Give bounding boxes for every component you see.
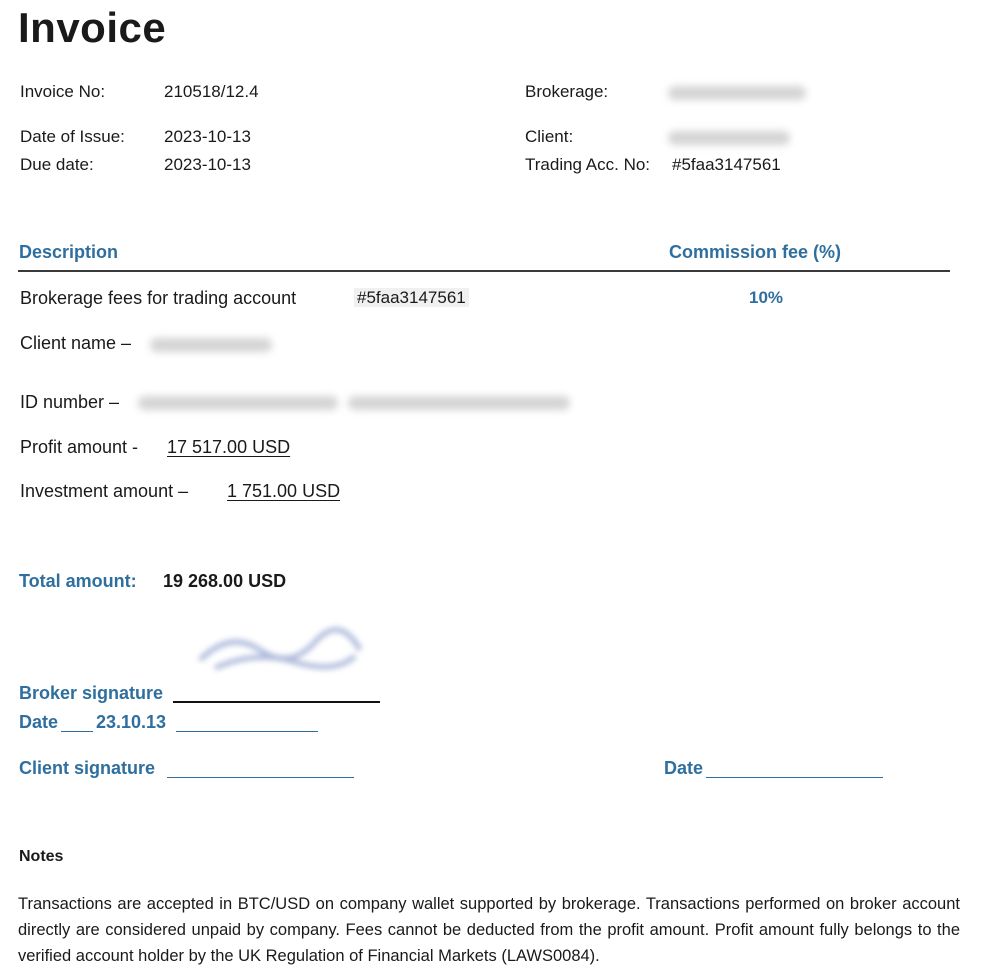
client-name-redacted: [150, 338, 272, 352]
row-fee: 10%: [749, 288, 784, 307]
description-header: Description: [19, 242, 119, 262]
notes-text: Transactions are accepted in BTC/USD on company wallet supported by brokerage. Transactions performed on broker account directly are considered unpaid by company. Fees cannot be deducted from the profit amount. Profit amount fully belongs to the verified account holder by the UK Regulation of Financial Markets (LAWS0084).: [18, 895, 960, 965]
invoice-no-value: 210518/12.4: [164, 82, 259, 101]
date-line-left: [61, 731, 93, 732]
client-name-label: Client name –: [20, 333, 132, 353]
date-label: Date: [19, 712, 59, 732]
brokerage-redacted: [668, 86, 806, 100]
due-date-label: Due date:: [20, 155, 94, 174]
id-number-label: ID number –: [20, 392, 120, 412]
investment-label: Investment amount –: [20, 481, 189, 501]
client-signature-label: Client signature: [19, 758, 156, 778]
date-of-issue-value: 2023-10-13: [164, 127, 251, 146]
date-of-issue-label: Date of Issue:: [20, 127, 125, 146]
broker-signature-label: Broker signature: [19, 683, 164, 703]
header-divider: [18, 270, 950, 272]
date-value: 23.10.13: [96, 712, 167, 732]
invoice-title: Invoice: [18, 4, 167, 51]
notes-heading: Notes: [19, 848, 64, 865]
id-number-redacted-2: [348, 396, 570, 410]
date-line-right[interactable]: [176, 731, 318, 732]
client-redacted: [668, 131, 790, 145]
commission-header: Commission fee (%): [669, 242, 842, 262]
total-label: Total amount:: [19, 571, 137, 591]
trading-acc-value: #5faa3147561: [672, 155, 781, 174]
invoice-no-label: Invoice No:: [20, 82, 106, 101]
brokerage-label: Brokerage:: [525, 82, 609, 101]
row-account: #5faa3147561: [354, 288, 469, 308]
client-date-label: Date: [664, 758, 704, 778]
investment-value: 1 751.00 USD: [227, 481, 341, 501]
profit-value: 17 517.00 USD: [167, 437, 291, 457]
client-label: Client:: [525, 127, 574, 146]
broker-signature-image: [185, 620, 375, 680]
id-number-redacted-1: [138, 396, 338, 410]
broker-signature-line[interactable]: [173, 701, 380, 703]
due-date-value: 2023-10-13: [164, 155, 251, 174]
row-description: Brokerage fees for trading account: [20, 288, 297, 308]
total-value: 19 268.00 USD: [163, 571, 287, 591]
profit-label: Profit amount -: [20, 437, 139, 457]
client-signature-line[interactable]: [167, 777, 354, 778]
trading-acc-label: Trading Acc. No:: [525, 155, 651, 174]
client-date-line[interactable]: [706, 777, 883, 778]
